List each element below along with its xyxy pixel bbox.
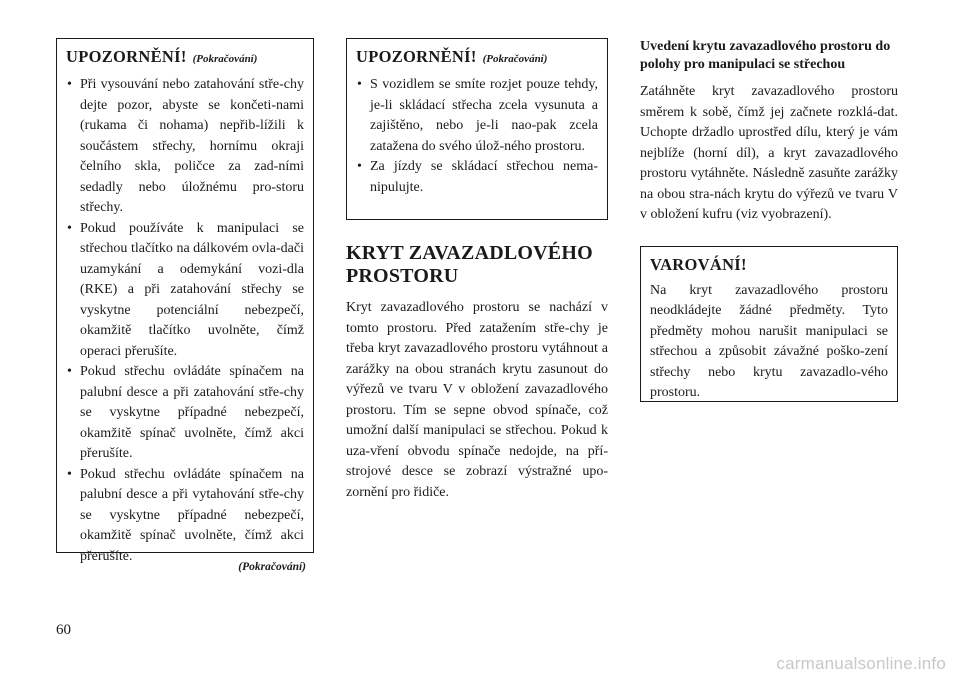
section-paragraph: Kryt zavazadlového prostoru se nachází v tomto prostoru. Před zatažením stře-chy je třeba kryt zavazadlového prostoru vytáhnout a zarážky na obou stranách krytu zasunout do výřezů ve tvaru V v obložení zavazadlového prostoru. Tím se sepne obvod spínače, což umožní další manipulaci se střechou. Pokud k uza-vření obvodu spínače nedojde, na pří-strojové desce se zobrazí výstražné upo-zornění pro řidiče. [346,300,608,500]
section-heading: KRYT ZAVAZADLOVÉHO PROSTORU [346,242,593,287]
warning-box-continued-2 [346,38,608,220]
warning-list [356,75,598,198]
warning-title [66,47,304,69]
warning-title [356,47,598,69]
right-column [640,38,898,402]
warning-item: • Pokud používáte k manipulaci se střechou tlačítko na dálkovém ovla-dači uzamykání a odemykání vozi-dla (RKE) a při zatahování střechy se vyskytne potenciální nebezpečí, okamžitě tlačítko uvolněte, čímž operaci přerušíte. [66,219,304,363]
warning-item: • S vozidlem se smíte rozjet pouze tehdy, je-li skládací střecha zcela vysunuta a zajištěno, nebo je-li nao-pak zcela zatažena do svého úlož-ného prostoru. [356,75,598,157]
warning-box [640,246,898,402]
warning-box-continued [56,38,314,564]
warning-item: • Pokud střechu ovládáte spínačem na palubní desce a při zatahování stře-chy se vyskytne případné nebezpečí, okamžitě spínač uvolněte, čímž akci přerušíte. [66,362,304,465]
warning-title-text: UPOZORNĚNÍ! [356,47,477,66]
page-number: 60 [56,622,71,638]
warning-title-text: UPOZORNĚNÍ! [66,47,187,66]
continued-footer: (Pokračování) [238,561,306,573]
warning-list [66,75,304,567]
warning-title: VAROVÁNÍ! [650,254,747,274]
left-column [56,38,314,573]
continued-label: (Pokračování) [192,53,258,65]
middle-column [346,38,608,503]
warning-item: • Za jízdy se skládací střechou nema-nipulujte. [356,157,598,198]
warning-item: • Pokud střechu ovládáte spínačem na palubní desce a při vytahování stře-chy se vyskytne případné nebezpečí, okamžitě spínač uvolněte, čímž akci přerušíte. [66,465,304,568]
subsection-heading: Uvedení krytu zavazadlového prostoru do polohy pro manipulaci se střechou [640,39,891,72]
warning-item: • Při vysouvání nebo zatahování stře-chy dejte pozor, abyste se končeti-nami (rukama či nohama) nepřib-lížili k součástem střechy, hornímu okraji čelního skla, poličce za zad-ními sedadly nebo úložnému pro-storu střechy. [66,75,304,219]
watermark: carmanualsonline.info [776,654,946,673]
subsection-paragraph: Zatáhněte kryt zavazadlového prostoru směrem k sobě, čímž jej začnete rozklá-dat. Uchopte držadlo uprostřed dílu, který je vám nejblíže (horní díl), a kryt zavazadlového prostoru vytáhněte. Následně zasuňte zarážky na obou stra-nách krytu do výřezů ve tvaru V v obložení kufru (viz vyobrazení). [640,84,898,222]
warning-text: Na kryt zavazadlového prostoru neodkládejte žádné předměty. Tyto předměty mohou narušit manipulaci se střechou a způsobit závažné poško-zení střechy nebo krytu zavazadlo-vého prostoru. [650,282,888,400]
continued-label: (Pokračování) [482,53,548,65]
